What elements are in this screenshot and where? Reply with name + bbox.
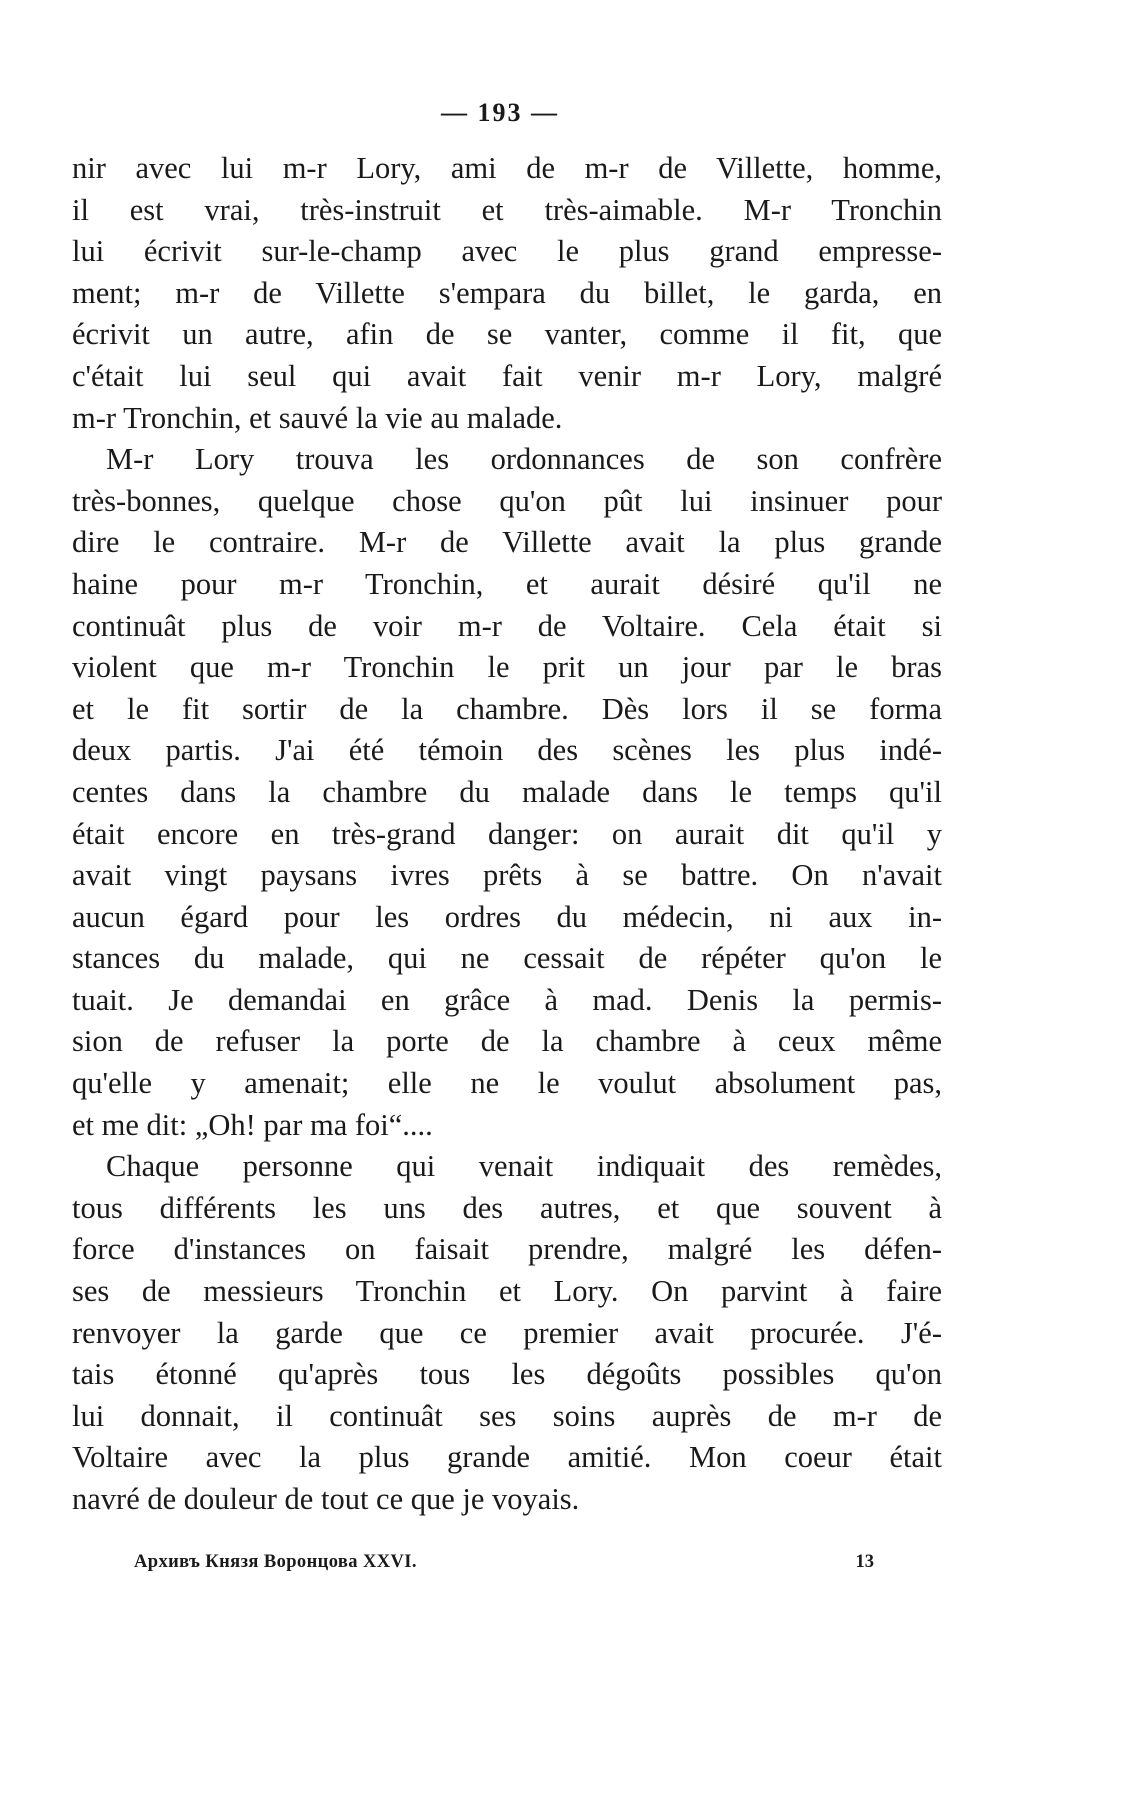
text-line: était encore en très-grand danger: on aurait dit qu'il y	[72, 816, 942, 851]
text-line: stances du malade, qui ne cessait de répéter qu'on le	[72, 941, 942, 976]
text-line: Chaque personne qui venait indiquait des remèdes,	[106, 1149, 942, 1184]
text-line: et me dit: „Oh! par ma foi“....	[72, 1107, 433, 1142]
text-line: tais étonné qu'après tous les dégoûts possibles qu'on	[72, 1357, 942, 1392]
paragraph-3	[72, 1146, 942, 1520]
text-line: continuât plus de voir m-r de Voltaire. Cela était si	[72, 608, 942, 643]
text-line: dire le contraire. M-r de Villette avait la plus grande	[72, 525, 942, 560]
paragraph-1	[72, 148, 942, 439]
sheet-number: 13	[855, 1552, 874, 1572]
body-text	[72, 148, 942, 1521]
text-line: haine pour m-r Tronchin, et aurait désiré qu'il ne	[72, 566, 942, 601]
signature-mark: Архивъ Князя Воронцова XXVI.	[134, 1552, 417, 1572]
text-line: aucun égard pour les ordres du médecin, ni aux in-	[72, 899, 942, 934]
text-line: qu'elle y amenait; elle ne le voulut absolument pas,	[72, 1066, 942, 1101]
text-line: force d'instances on faisait prendre, malgré les défen-	[72, 1232, 942, 1267]
text-line: M-r Lory trouva les ordonnances de son confrère	[106, 442, 942, 477]
text-line: il est vrai, très-instruit et très-aimable. M-r Tronchin	[72, 192, 942, 227]
text-line: ment; m-r de Villette s'empara du billet, le garda, en	[72, 275, 942, 310]
text-line: ses de messieurs Tronchin et Lory. On parvint à faire	[72, 1274, 942, 1309]
text-line: centes dans la chambre du malade dans le temps qu'il	[72, 774, 942, 809]
text-line: sion de refuser la porte de la chambre à ceux même	[72, 1024, 942, 1059]
text-line: lui donnait, il continuât ses soins auprès de m-r de	[72, 1398, 942, 1433]
text-line: violent que m-r Tronchin le prit un jour par le bras	[72, 650, 942, 685]
text-line: tous différents les uns des autres, et que souvent à	[72, 1190, 942, 1225]
text-line: tuait. Je demandai en grâce à mad. Denis la permis-	[72, 982, 942, 1017]
text-line: très-bonnes, quelque chose qu'on pût lui insinuer pour	[72, 483, 942, 518]
page-footer	[134, 1552, 874, 1582]
text-line: c'était lui seul qui avait fait venir m-r Lory, malgré	[72, 358, 942, 393]
text-line: deux partis. J'ai été témoin des scènes les plus indé-	[72, 733, 942, 768]
text-line: renvoyer la garde que ce premier avait procurée. J'é-	[72, 1315, 942, 1350]
text-line: avait vingt paysans ivres prêts à se battre. On n'avait	[72, 858, 942, 893]
text-line: nir avec lui m-r Lory, ami de m-r de Villette, homme,	[72, 151, 942, 185]
paragraph-2	[72, 439, 942, 1146]
text-line: lui écrivit sur-le-champ avec le plus grand empresse-	[72, 234, 942, 269]
text-line: m-r Tronchin, et sauvé la vie au malade.	[72, 400, 563, 435]
text-line: et le fit sortir de la chambre. Dès lors il se forma	[72, 691, 942, 726]
text-line: écrivit un autre, afin de se vanter, comme il fit, que	[72, 317, 942, 352]
text-line: Voltaire avec la plus grande amitié. Mon coeur était	[72, 1440, 942, 1475]
text-line: navré de douleur de tout ce que je voyais.	[72, 1482, 580, 1516]
page-number: — 193 —	[441, 98, 559, 127]
